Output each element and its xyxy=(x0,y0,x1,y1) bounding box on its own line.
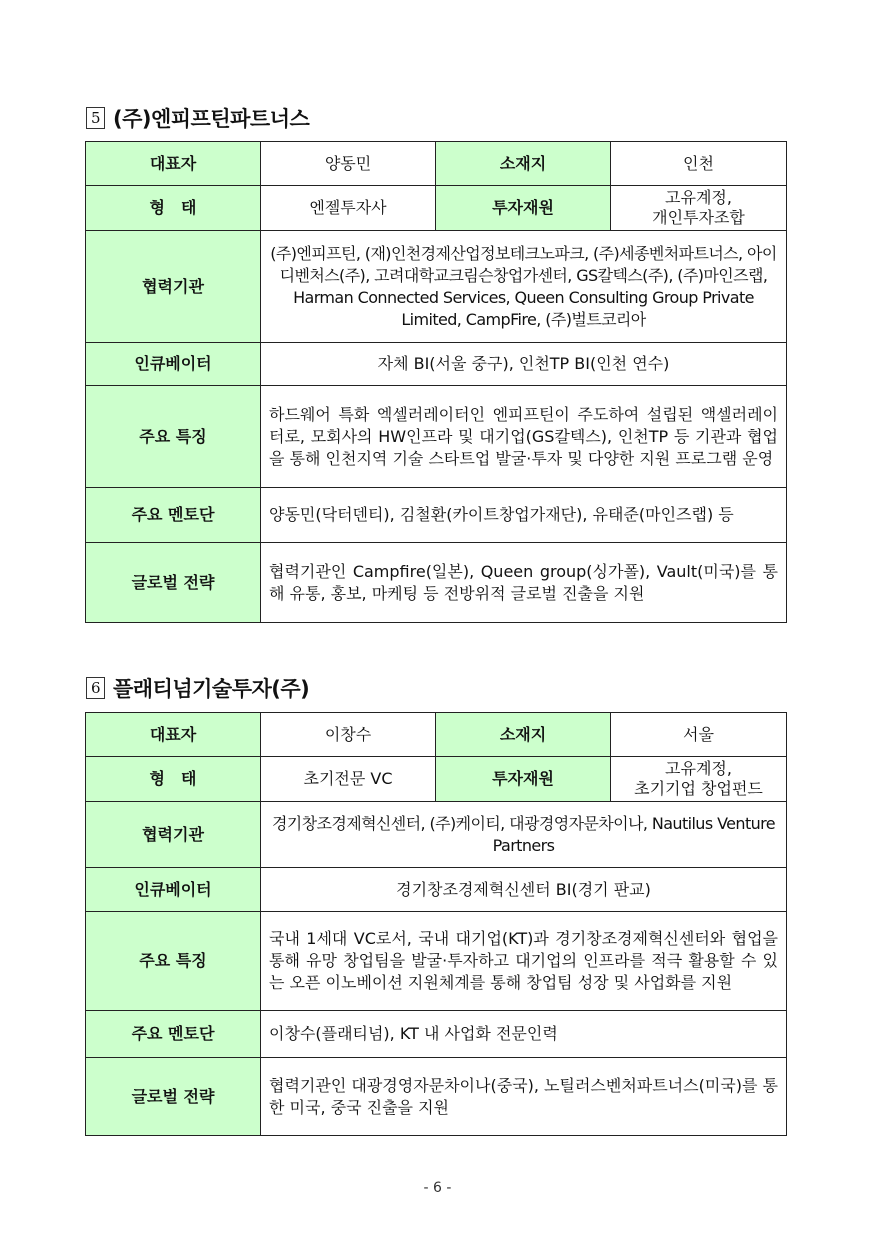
company-info-table-6 xyxy=(85,712,787,1136)
label-funding: 투자재원 xyxy=(436,757,611,802)
value-type: 엔젤투자사 xyxy=(261,186,436,231)
label-global: 글로벌 전략 xyxy=(86,543,261,623)
value-funding: 고유계정, 개인투자조합 xyxy=(611,186,787,231)
company-info-table-5 xyxy=(85,141,787,623)
value-features: 하드웨어 특화 엑셀러레이터인 엔피프틴이 주도하여 설립된 액셀러레이터로, 모회사의 HW인프라 및 대기업(GS칼텍스), 인천TP 등 기관과 협업을 통해 인천지역 기술 스타트업 발굴·투자 및 다양한 지원 프로그램 운영 xyxy=(261,386,787,488)
label-mentors: 주요 멘토단 xyxy=(86,1011,261,1058)
label-ceo: 대표자 xyxy=(86,713,261,757)
section-number-box: 5 xyxy=(86,107,105,129)
value-mentors: 이창수(플래티넘), KT 내 사업화 전문인력 xyxy=(261,1011,787,1058)
label-mentors: 주요 멘토단 xyxy=(86,488,261,543)
value-partners: 경기창조경제혁신센터, (주)케이티, 대광경영자문차이나, Nautilus Venture Partners xyxy=(261,802,787,868)
label-location: 소재지 xyxy=(436,713,611,757)
company-name: 플래티넘기술투자(주) xyxy=(113,677,310,701)
value-ceo: 양동민 xyxy=(261,142,436,186)
label-partners: 협력기관 xyxy=(86,802,261,868)
label-features: 주요 특징 xyxy=(86,386,261,488)
value-partners: (주)엔피프틴, (재)인천경제산업정보테크노파크, (주)세종벤처파트너스, 아이디벤처스(주), 고려대학교크림슨창업가센터, GS칼텍스(주), (주)마인즈랩, Harman Connected Services, Queen Consulting Group Private Limited, CampFire, (주)벌트코리아 xyxy=(261,231,787,343)
company-name: (주)엔피프틴파트너스 xyxy=(113,107,310,131)
section-5-title xyxy=(86,103,309,133)
value-location: 인천 xyxy=(611,142,787,186)
label-incubator: 인큐베이터 xyxy=(86,343,261,386)
label-location: 소재지 xyxy=(436,142,611,186)
label-funding: 투자재원 xyxy=(436,186,611,231)
value-features: 국내 1세대 VC로서, 국내 대기업(KT)과 경기창조경제혁신센터와 협업을 통해 유망 창업팀을 발굴·투자하고 대기업의 인프라를 적극 활용할 수 있는 오픈 이노베이션 지원체계를 통해 창업팀 성장 및 사업화를 지원 xyxy=(261,912,787,1011)
label-type: 형 태 xyxy=(86,186,261,231)
section-6-title xyxy=(86,673,309,703)
value-type: 초기전문 VC xyxy=(261,757,436,802)
label-incubator: 인큐베이터 xyxy=(86,868,261,912)
label-features: 주요 특징 xyxy=(86,912,261,1011)
value-ceo: 이창수 xyxy=(261,713,436,757)
label-ceo: 대표자 xyxy=(86,142,261,186)
value-funding: 고유계정, 초기기업 창업펀드 xyxy=(611,757,787,802)
label-global: 글로벌 전략 xyxy=(86,1058,261,1136)
value-incubator: 자체 BI(서울 중구), 인천TP BI(인천 연수) xyxy=(261,343,787,386)
value-incubator: 경기창조경제혁신센터 BI(경기 판교) xyxy=(261,868,787,912)
value-global: 협력기관인 대광경영자문차이나(중국), 노틸러스벤처파트너스(미국)를 통한 미국, 중국 진출을 지원 xyxy=(261,1058,787,1136)
label-partners: 협력기관 xyxy=(86,231,261,343)
label-type: 형 태 xyxy=(86,757,261,802)
value-location: 서울 xyxy=(611,713,787,757)
value-global: 협력기관인 Campfire(일본), Queen group(싱가폴), Vault(미국)를 통해 유통, 홍보, 마케팅 등 전방위적 글로벌 진출을 지원 xyxy=(261,543,787,623)
section-number-box: 6 xyxy=(86,677,105,699)
value-mentors: 양동민(닥터덴티), 김철환(카이트창업가재단), 유태준(마인즈랩) 등 xyxy=(261,488,787,543)
page-number: - 6 - xyxy=(423,1180,452,1196)
